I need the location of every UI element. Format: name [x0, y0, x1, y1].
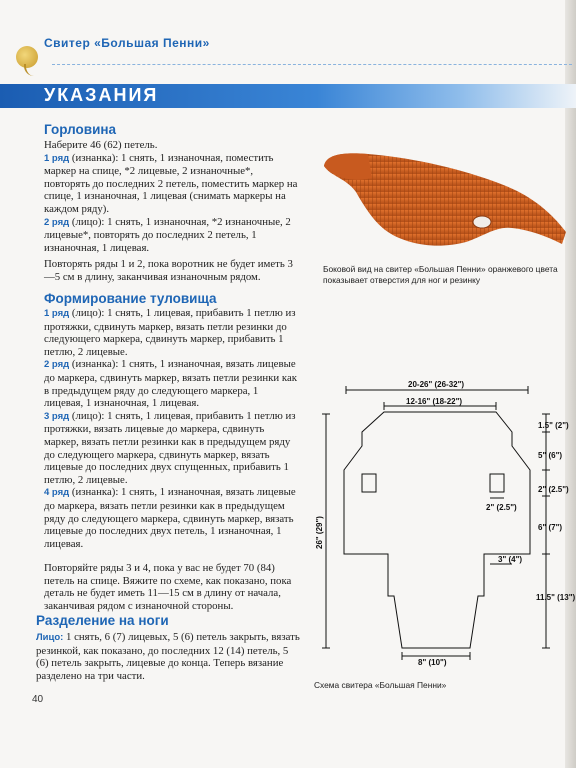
page-number: 40 [32, 694, 44, 705]
body-row-3: 3 ряд (лицо): 1 снять, 1 лицевая, прибавить 1 петлю из протяжки, вязать лицевые до маркера, сдвинуть маркер, вязать петли резинки как в предыдущем ряду до следующего маркера, сдвинуть маркер, вязать лицевые до последних двух спущенных, прибавить 1 петлю, 2 лицевые. [44, 409, 296, 486]
body-row-4: 4 ряд (изнанка): 1 снять, 1 изнаночная, вязать лицевые до маркера, вязать петли резинки как в предыдущем ряду до следующего маркера, сдвинуть маркер, вязать лицевые до последних двух петель, 1 изнаночная, 1 лицевая. [44, 486, 296, 550]
body-row-2: 2 ряд (изнанка): 1 снять, 1 изнаночная, вязать лицевые до маркера, сдвинуть маркер, вязать петли резинки как в предыдущем ряду до следующего маркера, 1 лицевая, 1 изнаночная, 1 лицевая. [44, 358, 298, 410]
yarn-ball-icon [16, 46, 38, 68]
label-seg5: 11.5" (13") [536, 593, 576, 602]
legs-text [36, 631, 300, 682]
neck-repeat: Повторять ряды 1 и 2, пока воротник не будет иметь 3—5 см в длину, заканчивая изнаночным рядом. [44, 258, 293, 283]
row-label: 1 ряд [44, 152, 70, 164]
neck-intro: Наберите 46 (62) петель. [44, 139, 158, 151]
body-heading: Формирование туловища [44, 291, 217, 306]
body-row-1: 1 ряд (лицо): 1 снять, 1 лицевая, прибавить 1 петлю из протяжки, сдвинуть маркер, вязать петли резинки до следующего маркера, сдвинуть маркер, прибавить 1 петлю, 2 лицевые. [44, 307, 296, 358]
label-hole: 2" (2.5") [486, 503, 517, 512]
running-header: Свитер «Большая Пенни» [44, 36, 210, 50]
row-label: Лицо: [36, 632, 64, 643]
label-leg-gap: 3" (4") [498, 555, 523, 564]
diagram-caption: Схема свитера «Большая Пенни» [314, 680, 447, 690]
section-banner [0, 84, 576, 108]
label-seg3: 2" (2.5") [538, 485, 569, 494]
body-text [44, 307, 300, 613]
schematic-outline [344, 412, 530, 648]
label-neck-width: 12-16" (18-22") [406, 397, 463, 406]
body-repeat: Повторяйте ряды 3 и 4, пока у вас не будет 70 (84) петель на спице. Вяжите по схеме, как показано, пока деталь не будет иметь 11—15 см в длину от начала, заканчивая рядом с изнаночной стороны. [44, 562, 292, 613]
label-height: 26" (29") [315, 516, 324, 549]
label-seg2: 5" (6") [538, 451, 563, 460]
row-label: 3 ряд [44, 410, 70, 422]
row-label: 2 ряд [44, 359, 70, 371]
left-leg-hole [362, 474, 376, 492]
leg-hole [473, 216, 491, 228]
legs-heading: Разделение на ноги [36, 613, 169, 628]
sweater-photo [316, 132, 568, 262]
row-label: 1 ряд [44, 308, 70, 319]
sweater-collar [324, 153, 372, 179]
banner-title: УКАЗАНИЯ [44, 85, 159, 105]
neck-heading: Горловина [44, 122, 117, 137]
legs-row: Лицо: 1 снять, 6 (7) лицевых, 5 (6) петель закрыть, вязать резинкой, как показано, до последних 12 (14) петель, 5 (6) петель закрыть, лицевые до конца. Теперь вязание разделено на три части. [36, 631, 300, 682]
neck-row-1: 1 ряд (изнанка): 1 снять, 1 изнаночная, поместить маркер на спице, *2 лицевые, 2 изнаночные*, повторять до последних 2 петель, поместить маркер на спице, 1 изнаночная, 1 лицевая (снимать маркеры на каждом ряду). [44, 151, 298, 215]
photo-caption: Боковой вид на свитер «Большая Пенни» оранжевого цвета показывает отверстия для ног и резинку [323, 264, 558, 285]
right-leg-hole [490, 474, 504, 492]
label-seg4: 6" (7") [538, 523, 563, 532]
sweater-schematic [300, 374, 576, 674]
neck-text [44, 139, 300, 284]
header-divider [52, 64, 572, 66]
neck-row-2: 2 ряд (лицо): 1 снять, 1 изнаночная, *2 изнаночные, 2 лицевые*, повторять до последних 2 петель, 1 изнаночная, 1 лицевая. [44, 215, 291, 254]
label-bottom: 8" (10") [418, 658, 447, 667]
label-seg1: 1.5" (2") [538, 421, 569, 430]
label-top-width: 20-26" (26-32") [408, 380, 465, 389]
row-label: 4 ряд [44, 487, 70, 499]
row-label: 2 ряд [44, 216, 70, 228]
